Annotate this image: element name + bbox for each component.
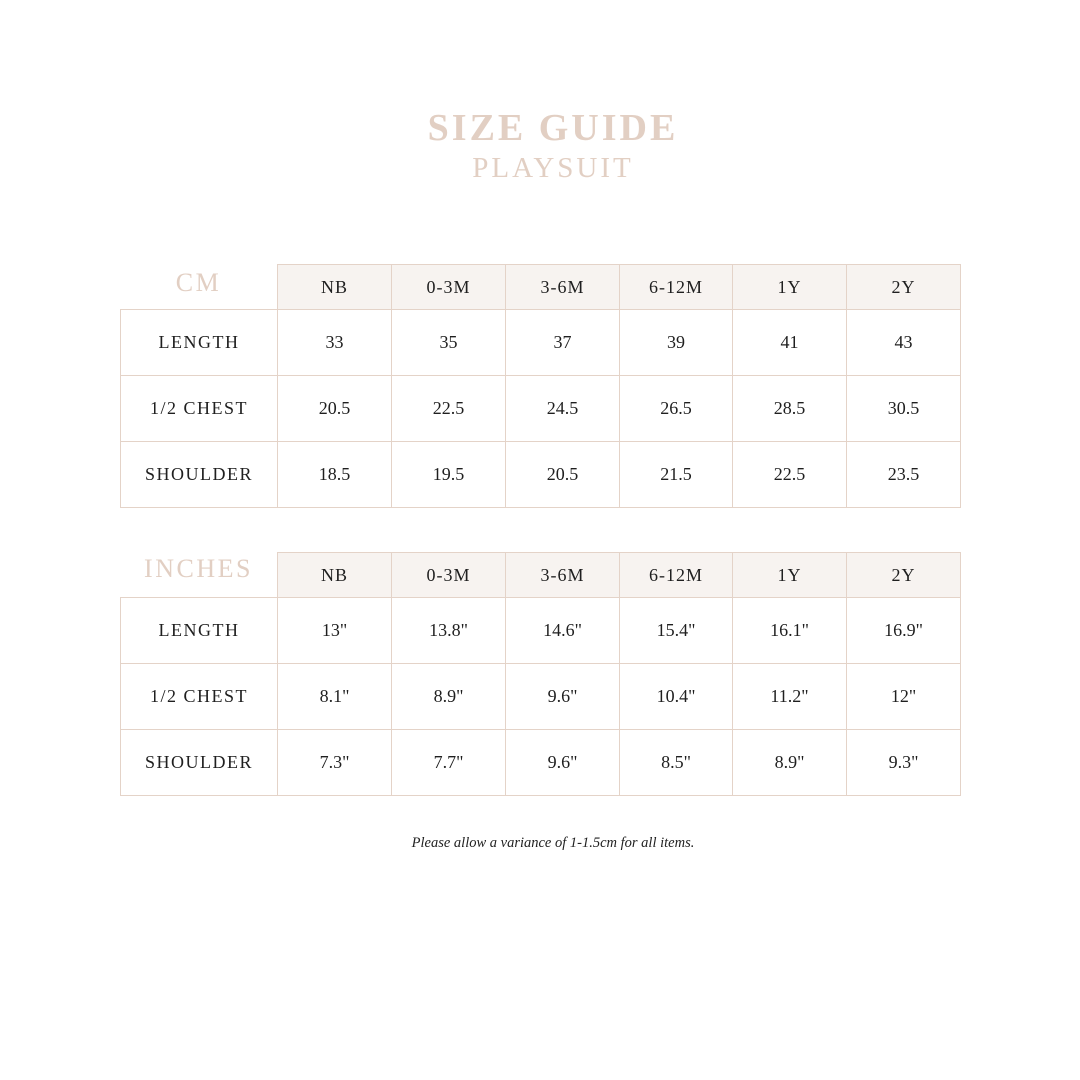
cm-corner-cell [121, 265, 278, 310]
inches-size-header: NB [278, 553, 392, 598]
cm-value-cell: 43 [847, 310, 961, 376]
inches-value-cell: 9.3" [847, 730, 961, 796]
cm-row-label: SHOULDER [121, 442, 278, 508]
variance-note: Please allow a variance of 1-1.5cm for all items. [411, 835, 695, 851]
inches-value-cell: 7.7" [392, 730, 506, 796]
cm-value-cell: 20.5 [506, 442, 620, 508]
cm-row-length [121, 310, 961, 376]
cm-size-header: 1Y [733, 265, 847, 310]
cm-value-cell: 30.5 [847, 376, 961, 442]
inches-value-cell: 9.6" [506, 664, 620, 730]
inches-size-header: 0-3M [392, 553, 506, 598]
inches-value-cell: 7.3" [278, 730, 392, 796]
cm-unit-label: CM [175, 268, 222, 297]
cm-row-label: LENGTH [121, 310, 278, 376]
cm-size-header: 0-3M [392, 265, 506, 310]
inches-size-header: 6-12M [620, 553, 733, 598]
cm-row-chest [121, 376, 961, 442]
inches-header-row [121, 553, 961, 598]
inches-unit-label: INCHES [144, 554, 253, 583]
cm-value-cell: 41 [733, 310, 847, 376]
cm-size-header: 6-12M [620, 265, 733, 310]
cm-value-cell: 21.5 [620, 442, 733, 508]
cm-value-cell: 18.5 [278, 442, 392, 508]
cm-value-cell: 39 [620, 310, 733, 376]
cm-row-label: 1/2 CHEST [121, 376, 278, 442]
cm-row-shoulder [121, 442, 961, 508]
inches-value-cell: 9.6" [506, 730, 620, 796]
inches-row-label: SHOULDER [121, 730, 278, 796]
cm-value-cell: 35 [392, 310, 506, 376]
inches-value-cell: 15.4" [620, 598, 733, 664]
cm-value-cell: 28.5 [733, 376, 847, 442]
cm-size-header: 3-6M [506, 265, 620, 310]
inches-value-cell: 8.9" [392, 664, 506, 730]
cm-size-table [120, 264, 961, 508]
inches-size-header: 2Y [847, 553, 961, 598]
cm-value-cell: 26.5 [620, 376, 733, 442]
cm-header-row [121, 265, 961, 310]
inches-size-table [120, 552, 961, 796]
cm-value-cell: 22.5 [733, 442, 847, 508]
cm-value-cell: 24.5 [506, 376, 620, 442]
cm-size-header: 2Y [847, 265, 961, 310]
inches-row-label: LENGTH [121, 598, 278, 664]
page-subtitle: PLAYSUIT [472, 152, 634, 184]
inches-value-cell: 8.9" [733, 730, 847, 796]
cm-value-cell: 37 [506, 310, 620, 376]
cm-value-cell: 19.5 [392, 442, 506, 508]
cm-size-header: NB [278, 265, 392, 310]
inches-value-cell: 10.4" [620, 664, 733, 730]
inches-value-cell: 8.1" [278, 664, 392, 730]
inches-value-cell: 11.2" [733, 664, 847, 730]
cm-value-cell: 20.5 [278, 376, 392, 442]
inches-value-cell: 14.6" [506, 598, 620, 664]
cm-value-cell: 33 [278, 310, 392, 376]
inches-row-chest [121, 664, 961, 730]
inches-size-header: 3-6M [506, 553, 620, 598]
inches-row-label: 1/2 CHEST [121, 664, 278, 730]
cm-value-cell: 23.5 [847, 442, 961, 508]
cm-value-cell: 22.5 [392, 376, 506, 442]
inches-value-cell: 13" [278, 598, 392, 664]
inches-size-header: 1Y [733, 553, 847, 598]
inches-value-cell: 8.5" [620, 730, 733, 796]
inches-value-cell: 16.9" [847, 598, 961, 664]
inches-row-shoulder [121, 730, 961, 796]
inches-value-cell: 16.1" [733, 598, 847, 664]
inches-value-cell: 13.8" [392, 598, 506, 664]
inches-corner-cell [121, 553, 278, 598]
page-title: SIZE GUIDE [427, 107, 679, 149]
inches-row-length [121, 598, 961, 664]
inches-value-cell: 12" [847, 664, 961, 730]
